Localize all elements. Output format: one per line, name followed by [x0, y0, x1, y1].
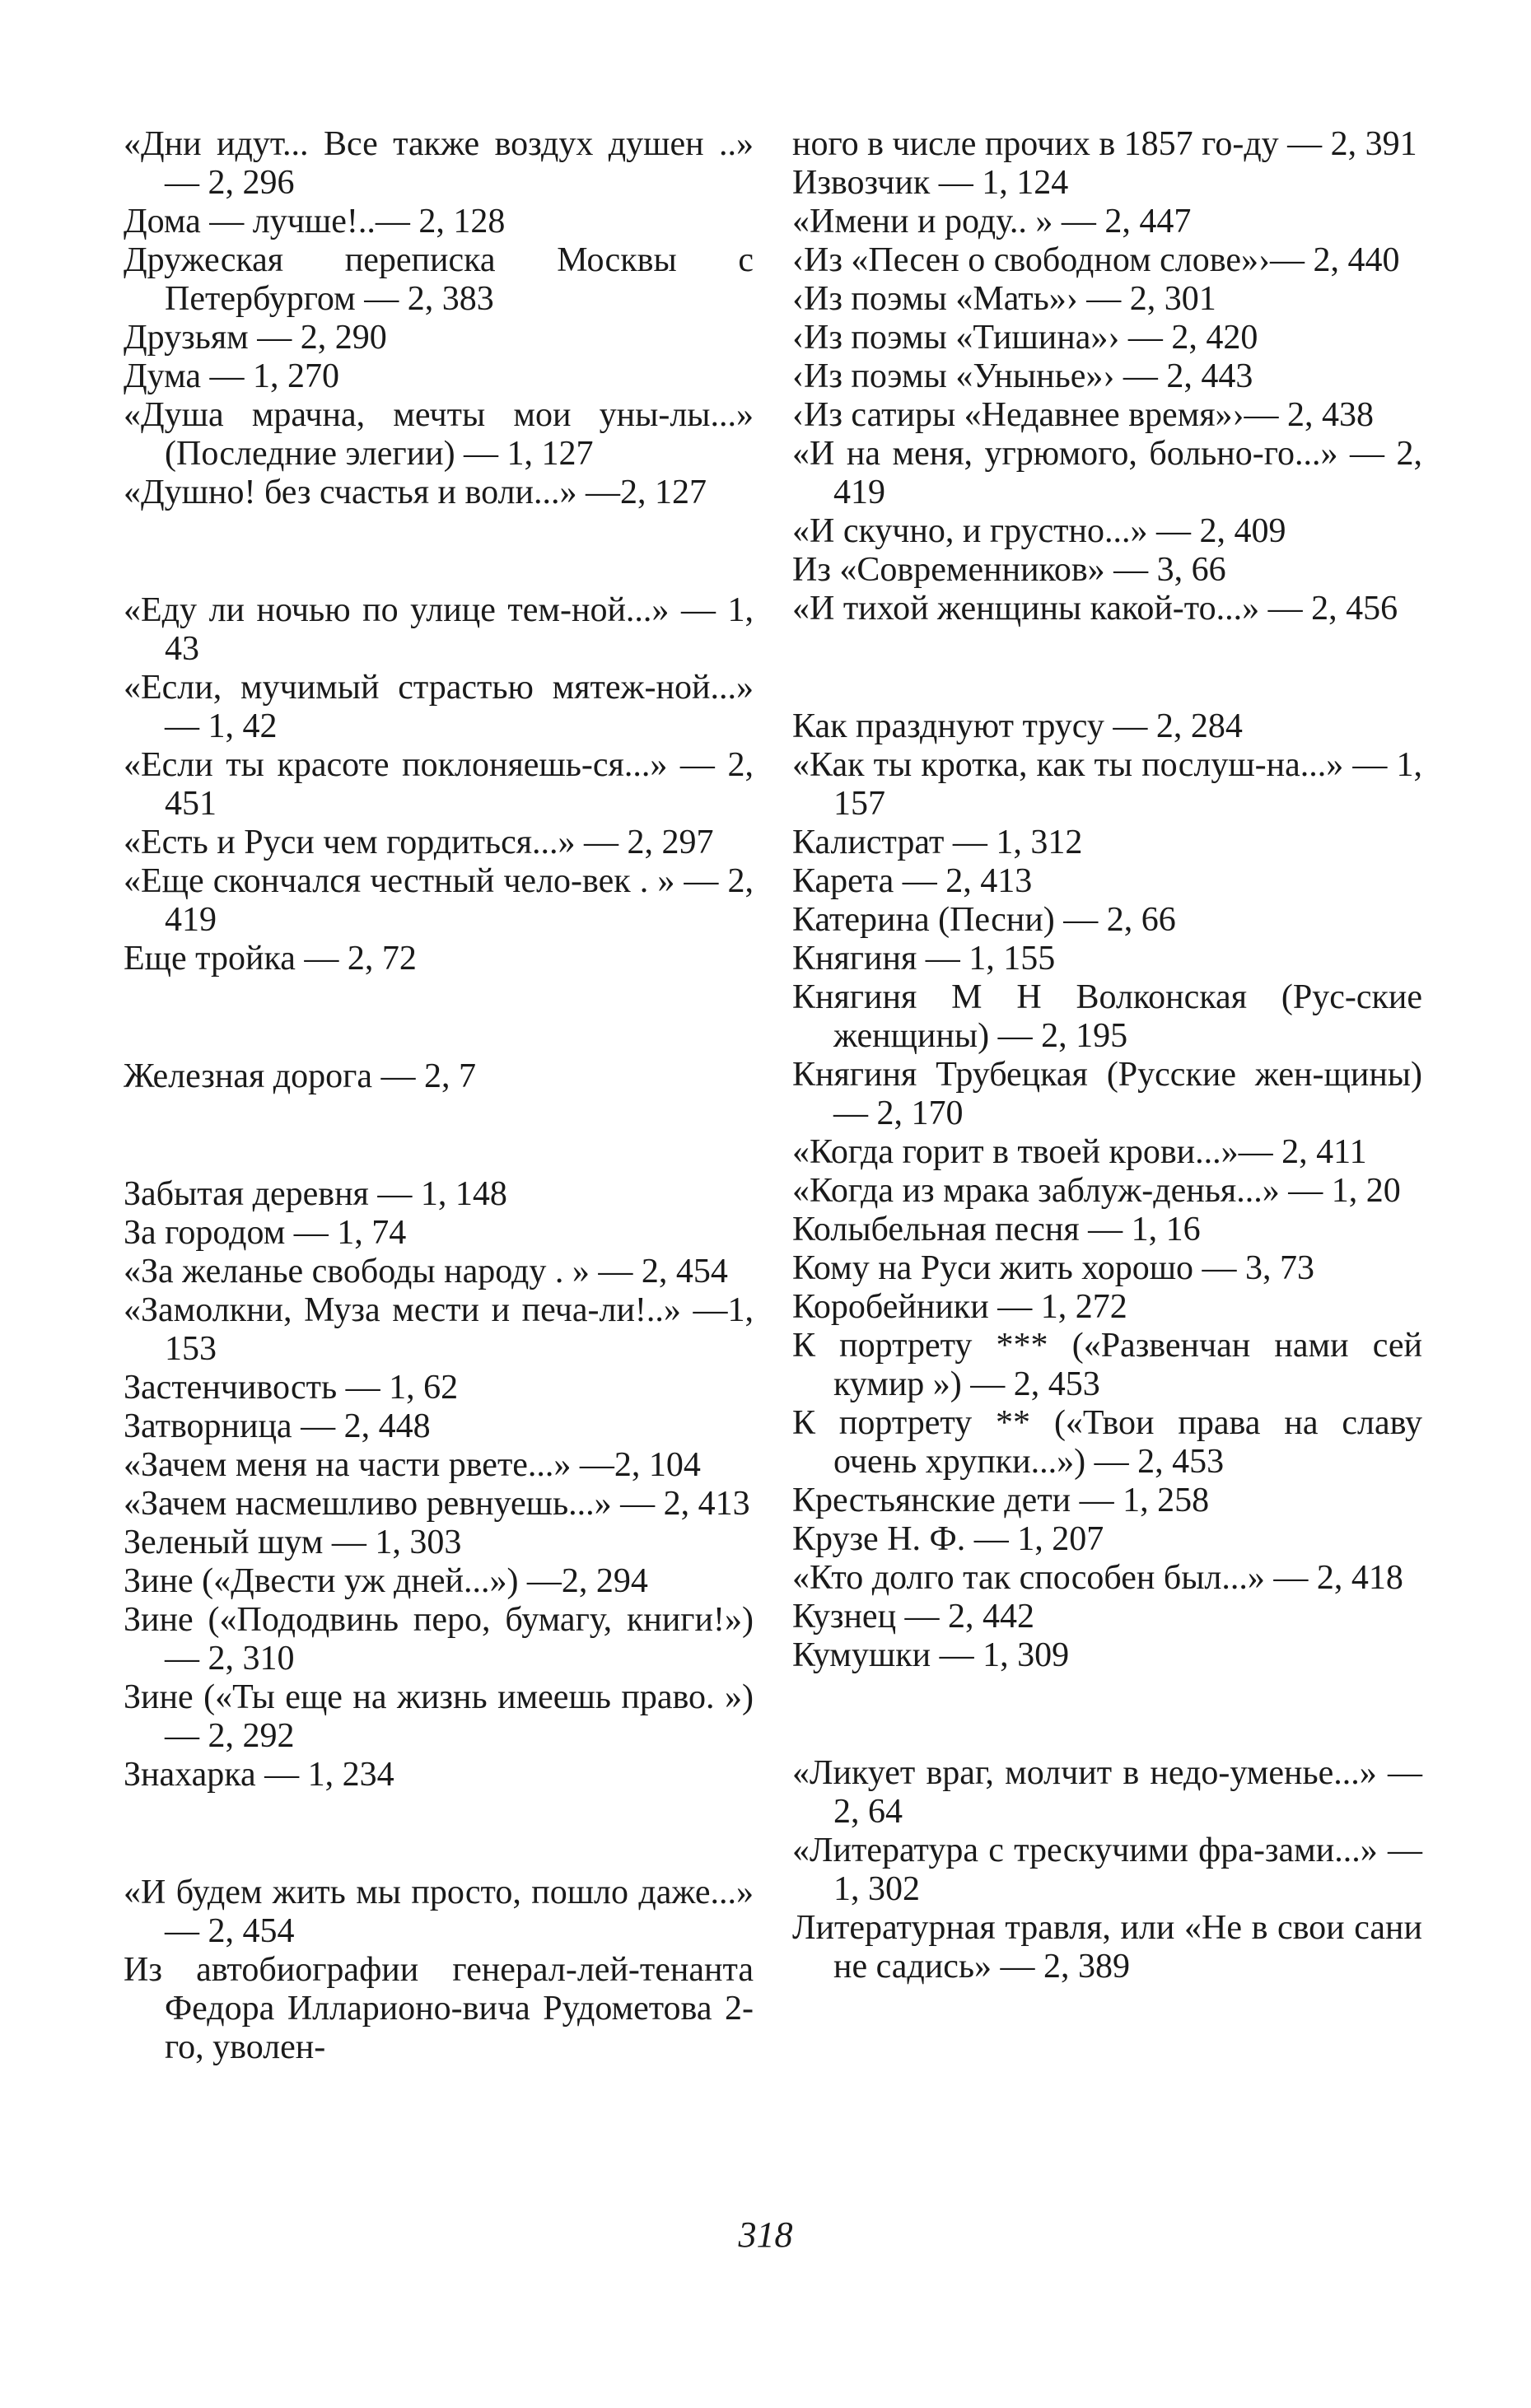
index-entry: Кому на Руси жить хорошо — 3, 73 — [792, 1249, 1315, 1287]
index-entry: «Еду ли ночью по улице тем-ной...» — 1, 43 — [124, 591, 754, 668]
index-entry: «Когда из мрака заблуж-денья...» — 1, 20 — [792, 1172, 1401, 1210]
section-gap — [124, 512, 754, 591]
index-entry: ного в числе прочих в 1857 го-ду — 2, 391 — [792, 125, 1417, 163]
index-entry: Затворница — 2, 448 — [124, 1407, 431, 1445]
index-entry: Зине («Ты еще на жизнь имеешь право. ») — 2, 292 — [124, 1678, 754, 1755]
index-entry: «Если, мучимый страстью мятеж-ной...» — 1, 42 — [124, 669, 754, 745]
left-column — [124, 125, 754, 2067]
index-entry: «Душно! без счастья и воли...» —2, 127 — [124, 474, 707, 511]
index-entry: Крузе Н. Ф. — 1, 207 — [792, 1520, 1104, 1558]
index-entry: «И скучно, и грустно...» — 2, 409 — [792, 512, 1286, 550]
index-entry: «Когда горит в твоей крови...»— 2, 411 — [792, 1133, 1367, 1171]
index-entry: ‹Из «Песен о свободном слове»›— 2, 440 — [792, 241, 1400, 279]
entry-group-i-cont — [792, 125, 1422, 628]
index-entry: Как празднуют трусу — 2, 284 — [792, 707, 1243, 745]
index-entry: «Ликует враг, молчит в недо-уменье...» — 2, 64 — [792, 1754, 1422, 1831]
index-entry: К портрету ** («Твои права на славу очень хрупки...») — 2, 453 — [792, 1404, 1422, 1481]
index-entry: «Еще скончался честный чело-век . » — 2, 419 — [124, 862, 754, 939]
index-entry: Извозчик — 1, 124 — [792, 164, 1069, 202]
index-entry: Литературная травля, или «Не в свои сани не садись» — 2, 389 — [792, 1909, 1422, 1986]
entry-group-zh — [124, 1057, 754, 1096]
entry-group-z — [124, 1175, 754, 1794]
index-entry: «Дни идут... Все также воздух душен ..» — 2, 296 — [124, 125, 754, 202]
section-gap — [124, 978, 754, 1057]
index-entry: «И будем жить мы просто, пошло даже...» — 2, 454 — [124, 1874, 754, 1950]
index-entry: Знахарка — 1, 234 — [124, 1756, 394, 1794]
index-entry: Кузнец — 2, 442 — [792, 1598, 1035, 1636]
index-entry: «Есть и Руси чем гордиться...» — 2, 297 — [124, 824, 714, 861]
index-entry: ‹Из поэмы «Мать»› — 2, 301 — [792, 280, 1216, 318]
index-entry: Зине («Пододвинь перо, бумагу, книги!») — 2, 310 — [124, 1601, 754, 1678]
index-entry: Крестьянские дети — 1, 258 — [792, 1482, 1210, 1519]
index-entry: «И тихой женщины какой-то...» — 2, 456 — [792, 590, 1398, 628]
index-entry: Коробейники — 1, 272 — [792, 1288, 1127, 1326]
index-entry: Карета — 2, 413 — [792, 862, 1033, 900]
index-entry: Княгиня М Н Волконская (Рус-ские женщины) — 2, 195 — [792, 978, 1422, 1055]
entry-group-i — [124, 1874, 754, 2067]
index-entry: Кумушки — 1, 309 — [792, 1636, 1070, 1674]
index-entry: «Если ты красоте поклоняешь-ся...» — 2, 451 — [124, 746, 754, 823]
index-entry: «Зачем меня на части рвете...» —2, 104 — [124, 1446, 701, 1484]
index-entry: «Литература с трескучими фра-зами...» — 1, 302 — [792, 1832, 1422, 1908]
index-entry: ‹Из поэмы «Тишина»› — 2, 420 — [792, 319, 1258, 357]
index-entry: «Зачем насмешливо ревнуешь...» — 2, 413 — [124, 1485, 750, 1523]
index-entry: «Душа мрачна, мечты мои уны-лы...» (Последние элегии) — 1, 127 — [124, 396, 754, 473]
section-gap — [792, 1675, 1422, 1754]
index-entry: «За желанье свободы народу . » — 2, 454 — [124, 1253, 728, 1290]
section-gap — [792, 628, 1422, 707]
section-gap — [124, 1794, 754, 1874]
index-entry: Еще тройка — 2, 72 — [124, 940, 417, 978]
index-entry: К портрету *** («Развенчан нами сей кумир ») — 2, 453 — [792, 1327, 1422, 1403]
section-gap — [124, 1096, 754, 1175]
index-entry: «И на меня, угрюмого, больно-го...» — 2, 419 — [792, 435, 1422, 511]
index-entry: ‹Из поэмы «Уныньe»› — 2, 443 — [792, 357, 1253, 395]
index-entry: Дружеская переписка Москвы с Петербургом — 2, 383 — [124, 241, 754, 318]
index-entry: Забытая деревня — 1, 148 — [124, 1175, 507, 1213]
index-entry: Зине («Двести уж дней...») —2, 294 — [124, 1562, 648, 1600]
index-entry: Княгиня Трубецкая (Русские жен-щины) — 2, 170 — [792, 1056, 1422, 1132]
index-entry: «Замолкни, Муза мести и печа-ли!..» —1, 153 — [124, 1291, 754, 1368]
index-entry: «Имени и роду.. » — 2, 447 — [792, 203, 1192, 240]
index-entry: Катерина (Песни) — 2, 66 — [792, 901, 1176, 939]
entry-group-l — [792, 1754, 1422, 1986]
index-entry: Княгиня — 1, 155 — [792, 940, 1056, 978]
index-entry: Друзьям — 2, 290 — [124, 319, 387, 357]
index-entry: Калистрат — 1, 312 — [792, 824, 1083, 861]
index-entry: ‹Из сатиры «Недавнее время»›— 2, 438 — [792, 396, 1375, 434]
index-entry: Железная дорога — 2, 7 — [124, 1057, 477, 1095]
index-entry: «Кто долго так способен был...» — 2, 418 — [792, 1559, 1403, 1597]
index-entry: За городом — 1, 74 — [124, 1214, 407, 1252]
index-entry: Застенчивость — 1, 62 — [124, 1369, 459, 1407]
index-entry: Из «Современников» — 3, 66 — [792, 551, 1226, 589]
right-column — [792, 125, 1422, 1986]
entry-group-e — [124, 591, 754, 978]
index-entry: «Как ты кротка, как ты послуш-на...» — 1, 157 — [792, 746, 1422, 823]
index-entry: Дума — 1, 270 — [124, 357, 340, 395]
entry-group-d — [124, 125, 754, 512]
page-number: 318 — [738, 2214, 793, 2255]
index-entry: Зеленый шум — 1, 303 — [124, 1524, 462, 1561]
index-entry: Дома — лучше!..— 2, 128 — [124, 203, 506, 240]
index-entry: Из автобиографии генерал-лей-тенанта Федора Илларионо-вича Рудометова 2-го, уволен- — [124, 1951, 754, 2066]
index-entry: Колыбельная песня — 1, 16 — [792, 1211, 1201, 1248]
entry-group-k — [792, 707, 1422, 1675]
